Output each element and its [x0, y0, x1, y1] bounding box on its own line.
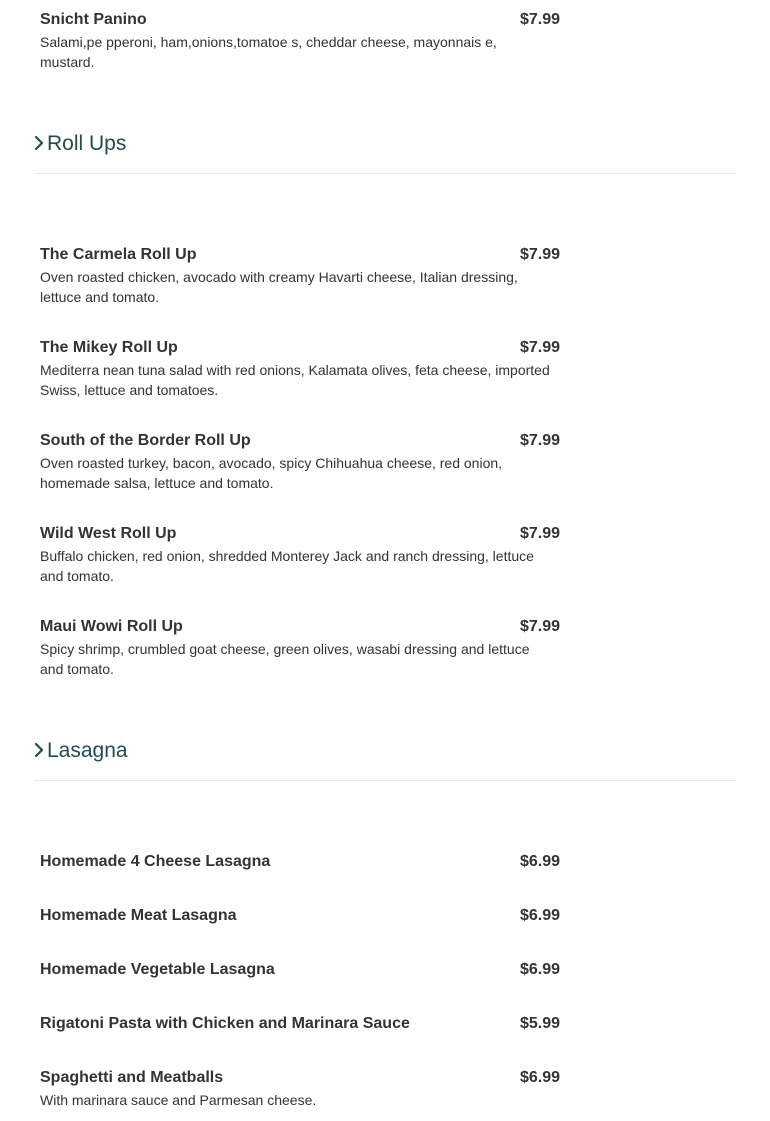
chevron-right-icon: [34, 135, 44, 151]
menu-item-price: $6.99: [519, 907, 560, 924]
menu-item-description: Mediterra nean tuna salad with red onions, Kalamata olives, feta cheese, imported Swiss, lettuce and tomatoes.: [40, 362, 550, 398]
menu-item-name: Homemade 4 Cheese Lasagna: [40, 853, 271, 870]
section-header-roll-ups[interactable]: [34, 129, 736, 174]
menu-item-description: Buffalo chicken, red onion, shredded Monterey Jack and ranch dressing, lettuce and tomato.: [40, 548, 534, 584]
menu-item-name: Wild West Roll Up: [40, 525, 177, 542]
menu-item-description: With marinara sauce and Parmesan cheese.: [40, 1092, 317, 1108]
menu-item-name: The Carmela Roll Up: [40, 246, 197, 263]
menu-item-description: Spicy shrimp, crumbled goat cheese, green olives, wasabi dressing and lettuce and tomato.: [40, 641, 530, 677]
menu-item[interactable]: [40, 524, 560, 586]
menu-item-price: $7.99: [519, 432, 560, 449]
section-title: Lasagna: [47, 739, 128, 762]
menu-item[interactable]: [40, 617, 560, 679]
menu-item-price: $5.99: [519, 1015, 560, 1032]
menu-item-price: $7.99: [519, 618, 560, 635]
menu-item-price: $6.99: [519, 853, 560, 870]
menu-item-name: The Mikey Roll Up: [40, 339, 178, 356]
menu-item-price: $7.99: [519, 11, 560, 28]
menu-item-name: Spaghetti and Meatballs: [40, 1069, 224, 1086]
chevron-right-icon: [34, 742, 44, 758]
menu-item-price: $6.99: [519, 1069, 560, 1086]
section-header-lasagna[interactable]: [34, 736, 736, 781]
menu-item-price: $7.99: [519, 246, 560, 263]
menu-item[interactable]: [40, 960, 560, 980]
menu-item-description: Oven roasted chicken, avocado with creamy Havarti cheese, Italian dressing, lettuce and tomato.: [40, 269, 518, 305]
menu-item[interactable]: [40, 431, 560, 493]
menu-item-description: Oven roasted turkey, bacon, avocado, spicy Chihuahua cheese, red onion, homemade salsa, lettuce and tomato.: [40, 455, 503, 491]
menu-item-name: Homemade Vegetable Lasagna: [40, 961, 275, 978]
menu-item-price: $7.99: [519, 525, 560, 542]
menu-item-name: Homemade Meat Lasagna: [40, 907, 237, 924]
menu-item[interactable]: [40, 245, 560, 307]
menu-item-name: South of the Border Roll Up: [40, 432, 251, 449]
menu-item-price: $6.99: [519, 961, 560, 978]
menu-item[interactable]: [40, 852, 560, 872]
menu-item[interactable]: [40, 338, 560, 400]
section-title: Roll Ups: [47, 132, 127, 155]
menu-item-name: Snicht Panino: [40, 11, 147, 28]
menu-item[interactable]: [40, 10, 560, 72]
menu-item[interactable]: [40, 906, 560, 926]
menu-item[interactable]: [40, 1014, 560, 1034]
menu-item[interactable]: [40, 1068, 560, 1110]
menu-item-name: Rigatoni Pasta with Chicken and Marinara Sauce: [40, 1015, 410, 1032]
menu-item-description: Salami,pe pperoni, ham,onions,tomatoe s, cheddar cheese, mayonnais e, mustard.: [40, 34, 497, 70]
menu-item-name: Maui Wowi Roll Up: [40, 618, 183, 635]
menu-item-price: $7.99: [519, 339, 560, 356]
